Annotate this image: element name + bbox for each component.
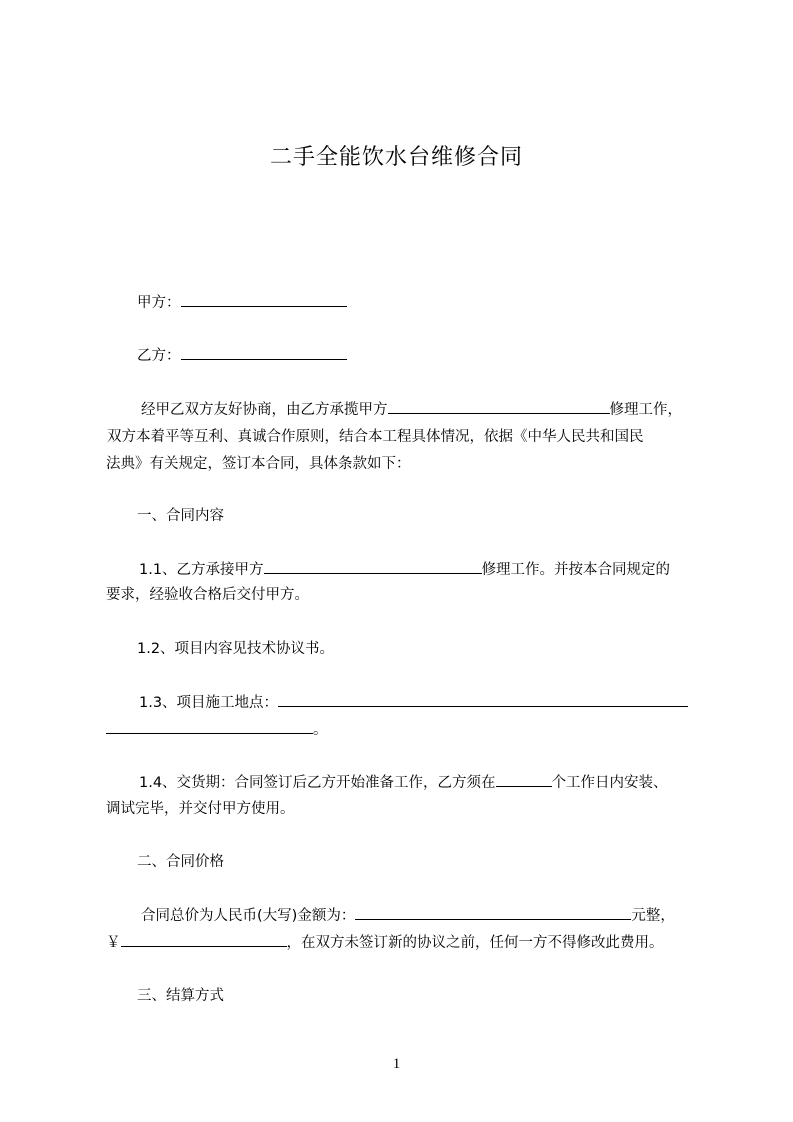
intro-text: 经甲乙双方友好协商，由乙方承揽甲方 [141,402,388,418]
party-a-blank[interactable] [181,292,347,307]
clause-text: 。 [313,722,328,738]
amount-figures-blank[interactable] [121,932,287,947]
clause-1-2: 1.2、项目内容见技术协议书。 [137,641,335,657]
clause-1-1-line-2: 要求，经验收合格后交付甲方。 [106,587,309,603]
clause-1-4-line-2: 调试完毕，并交付甲方使用。 [106,801,295,817]
repair-item-blank[interactable] [388,399,610,414]
workdays-blank[interactable] [496,772,552,787]
party-a-line [137,292,347,313]
price-text: ，在双方未签订新的协议之前，任何一方不得修改此费用。 [286,935,664,951]
clause-1-3-line-1 [139,692,688,713]
intro-line-3: 法典》有关规定，签订本合同，具体条款如下： [106,456,411,472]
amount-words-blank[interactable] [355,905,631,920]
clause-text: 1.4、交货期：合同签订后乙方开始准备工作，乙方须在 [139,775,496,791]
intro-line-1 [141,399,682,420]
section-heading: 二、合同价格 [137,854,224,870]
section-heading: 一、合同内容 [137,508,224,524]
party-b-blank[interactable] [181,345,347,360]
intro-line-2: 双方本着平等互利、真诚合作原则，结合本工程具体情况，依据《中华人民共和国民 [107,429,644,445]
site-location-blank-cont[interactable] [106,719,313,734]
section-heading: 三、结算方式 [137,988,224,1004]
party-b-line [137,345,347,366]
clause-1-1-line-1 [139,559,670,580]
document-title: 二手全能饮水台维修合同 [269,145,523,170]
clause-text: 修理工作。并按本合同规定的 [481,562,671,578]
party-a-label: 甲方： [137,295,181,311]
site-location-blank[interactable] [278,692,688,707]
intro-text: 修理工作， [609,402,682,418]
clause-text: 1.1、乙方承接甲方 [139,562,264,578]
price-line-2 [106,932,664,953]
clause-1-1-blank[interactable] [264,559,482,574]
page-number: 1 [392,1056,401,1072]
party-b-label: 乙方： [137,348,181,364]
clause-1-3-line-2 [106,719,328,740]
price-line-1 [141,905,675,926]
price-text: 合同总价为人民币(大写)金额为： [141,908,356,924]
clause-text: 个工作日内安装、 [551,775,668,791]
clause-text: 1.3、项目施工地点： [139,695,279,711]
price-text: 元整， [631,908,675,924]
clause-1-4-line-1 [139,772,668,793]
price-text: ￥ [106,935,121,951]
